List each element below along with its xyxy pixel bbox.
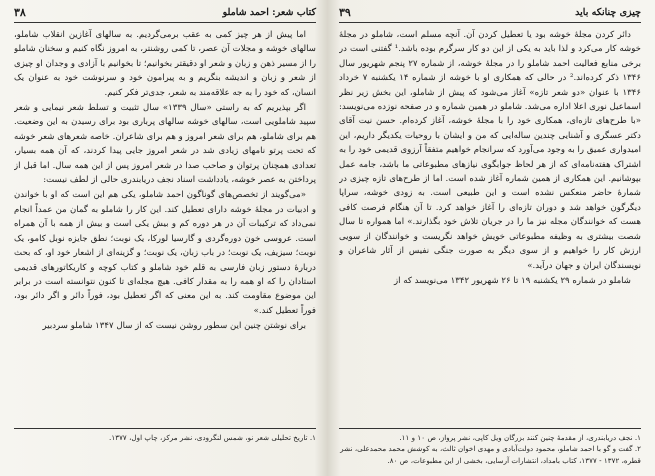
footnote: ۱. نجف دریابندری، از مقدمهٔ چنین کنند بزرگان ویل کاپی، نشر پرواز، ص ۱۰ و ۱۱.: [399, 433, 641, 442]
page-header: [339, 6, 641, 23]
paragraph: شاملو در شماره ۲۹ یکشنبه ۱۹ تا ۲۶ شهریور ۱۳۴۲ می‌نویسد که از: [393, 275, 631, 286]
page-body: [339, 28, 641, 420]
page-body: [14, 28, 316, 420]
quotation-paragraph: «می‌گویند از تخصص‌های گوناگون احمد شاملو، یکی هم این است که او با خواندن و ادبیات در مجلهٔ خوشه دارای تعطیل کند. این کار را شاملو به گمان من عمداً انجام نمی‌داد که ترکیبات آن در هر دوره کم و بیش یکی است و بیش از همه با آن همراه است. عروسی خون دوره‌گردی و گارسیا لورکا، یک نوبت؛ نطق جایزه نوبل کامو، یک نوبت؛ سیزیف، یک نوبت؛ در باب زبان، یک نوبت؛ و گزینه‌ای از اشعار خود او، که بحث دربارهٔ دستور زبان فارسی به قلم خود شاملو و کتاب کوچه و کاریکاتورهای قدیمی استادان را که او همه را به مقدار کافی. هیچ مجله‌ای تا کنون نتوانسته است در برابر این موضوع مقاومت کند. به این معنی که اگر تعطیل بود، فوراً دائر و اگر دائر بود، فوراً تعطیل کند.»: [14, 190, 316, 316]
footnotes: [339, 428, 641, 476]
footnote: ۲. گفت و گو با احمد شاملو، محمود دولت‌آبادی و مهدی اخوان ثالث، به کوشش محمد محمدعلی، نشر قطره، ۱۳۷۲ - ۱۳۷۷، کتاب بامداد، انتشارات آرسایی، بخشی از این مطبوعات، ص ۸۰.: [340, 444, 641, 465]
paragraph: برای نوشتن چنین این سطور روشن نیست که از سال ۱۳۴۷ شاملو سردبیر: [42, 321, 306, 332]
footnote: ۱. تاریخ تحلیلی شعر نو، شمس لنگرودی، نشر مرکز، چاپ اول، ۱۳۷۷.: [109, 433, 316, 442]
page-header: [14, 6, 316, 23]
right-page: [331, 0, 649, 476]
page-number: ۳۹: [339, 6, 351, 19]
page-number: ۳۸: [14, 6, 26, 19]
left-page: [6, 0, 324, 476]
running-title: کتاب شعر: احمد شاملو: [222, 7, 316, 18]
paragraph: اگر بپذیریم که به راستی «سال ۱۳۳۹» سال تثبیت و تسلط شعر نیمایی و شعر سپید شاملویی است، سالهای خوشه سالهای پرباری بود برای رسیدن به این وضعیت. هم برای شاملو، هم برای شعر امروز و هم برای شاعران. خاصه شعرهای شعر خوشه که تحت پرتو نامهای زیادی شد در شعر امروز جایی پیدا کردند، که آن همه بسیار، تعدادی همچنان پرتوان و صاحب صدا در شعر امروز پس از این همه سال. اما قبل از پرداختن به عصر خوشه، یادداشت اسناد نجف دریابندری حالی از لطف نیست:: [14, 103, 316, 186]
running-title: چیزی چنانکه باید: [575, 7, 641, 18]
paragraph: اما پیش از هر چیز کمی به عقب برمی‌گردیم. به سالهای آغازین انقلاب شاملو، سالهای خوشه و مجلات آن عصر، تا کمی روشنتر، به امروز نگاه کنیم و سخنان شاملو را از مسیر ذهن و زبان و شعر او دقیقتر بخوانیم؛ تا بخوانیم با آزادی و وجدان او چیزی از شعر و زبان و اندیشه بنگریم و به پیرامون خود و سرنوشت خود به عنوان یک انسان، که خود را به جه علاقه‌مند به شعر، جدی‌تر فکر کنیم.: [14, 30, 316, 98]
paragraph: دائر کردن مجلهٔ خوشه بود یا تعطیل کردن آن. آنچه مسلم است، شاملو در مجلهٔ خوشه کار می‌کرد و لذا باید به یکی از این دو کار سرگرم بوده باشد.¹ گفتنی است در برخی منابع فعالیت احمد شاملو را در مجلهٔ خوشه، از شماره ۲۷ پنجم شهریور سال ۱۳۴۶ ذکر کرده‌اند.² در حالی که همکاری او با خوشه از شماره ۱۴ یکشنبه ۷ خرداد ۱۳۴۶ با عنوان «دو شعر تازه» آغاز می‌شود که پیش از شاملو، این بخش زیر نظر اسماعیل نوری اعلا اداره می‌شد. شاملو در همین شماره و در صفحه نوزده می‌نویسد: «با طرح‌های تازه‌ای، همکاری خود را با مجلهٔ خوشه، آغاز کرده‌ام. حسن نیت آقای دکتر عسگری و آشنایی چندین ساله‌ایی که من و ایشان با روحیات یکدیگر داریم، این امیدواری عمیق را به وجود می‌آورد که سرانجام خواهیم متفقاً آرزوی قدیمی خود را به اشتراک هفته‌نامه‌ای که از هر لحاظ جوابگوی نیازهای مطبوعاتی ما باشد، جامه عمل بپوشانیم. این همکاری از همین شماره آغاز شده است. اما از طرح‌های تازه چیزی در شمارهٔ حاضر منعکس نشده است و این طبیعی است. به زودی خوشه، سراپا دیگرگون خواهد شد و دوران تازه‌ای را آغاز خواهد کرد. تا آن هنگام فرصت کافی هست که خوانندگان مجله نیز ما را در جریان تلاش خود بگذارند.» اما همواره تا سال شصت بیشتری به وظیفه مطبوعاتی خویش خواهد نگریست و خوانندگان از سویی ارزش کار را خواهیم و از سوی دیگر به صورت جنگی نفیس از آثار شاعران و نویسندگان ایران و جهان درآید.»: [339, 30, 641, 271]
footnotes: [14, 428, 316, 476]
